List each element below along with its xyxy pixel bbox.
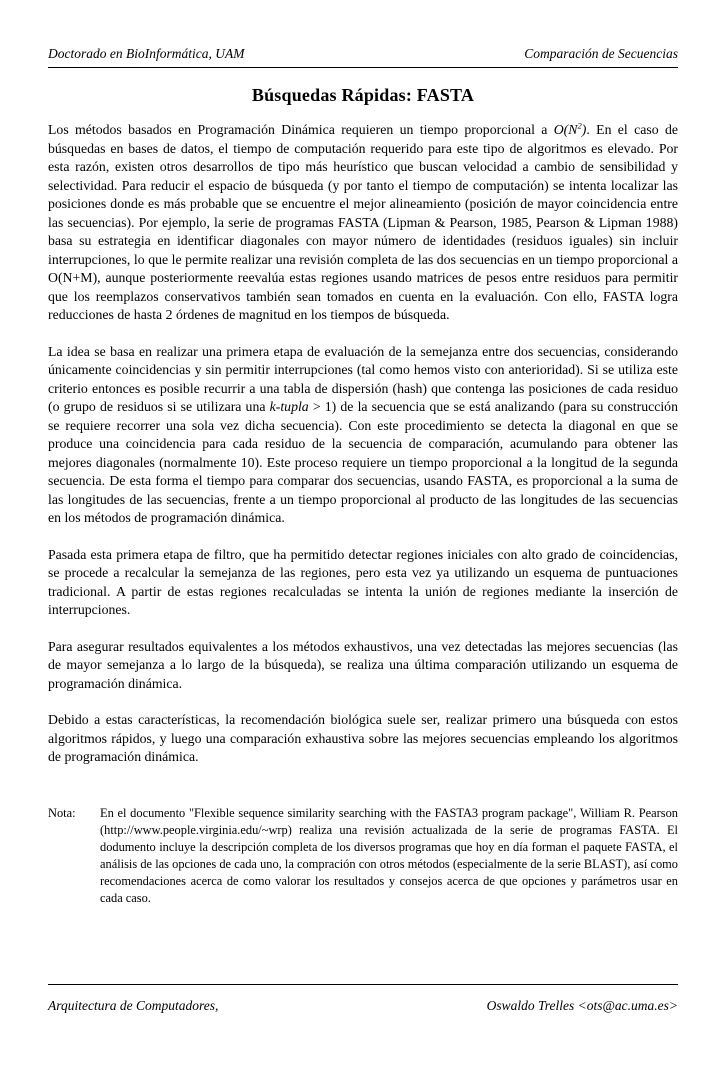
page-title: Búsquedas Rápidas: FASTA: [251, 85, 475, 105]
note-label: Nota:: [48, 805, 76, 820]
paragraph: Los métodos basados en Programación Dinámica requieren un tiempo proporcional a $O(N^2)$. En el caso de búsquedas en bases de datos, el tiempo de computación requerido para este tipo de algoritmos es elevado. Por esta razón, existen otros desarrollos de tipo más heurístico que buscan velocidad a cambio de sensibilidad y selectividad. Para reducir el espacio de búsqueda (y por tanto el tiempo de computación) se intenta localizar las posiciones donde es más probable que se encuentre el mejor alineamiento (posición de mayor coincidencia entre las secuencias). Por ejemplo, la serie de programas FASTA (Lipman & Pearson, 1985, Pearson & Lipman 1988) basa su estrategia en identificar diagonales con mayor número de identidades (residuos iguales) sin incluir interrupciones, lo que le permite realizar una revisión completa de las dos secuencias en un tiempo proporcional a O(N+M), aunque posteriormente reevalúa estas regiones usando matrices de pesos entre residuos para permitir que los reemplazos conservativos también sean tomados en cuenta en la evaluación. Con ello, FASTA logra reducciones de hasta 2 órdenes de magnitud en los tiempos de búsqueda.: [48, 120, 678, 322]
page-header: [48, 46, 678, 62]
paragraph: Pasada esta primera etapa de filtro, que ha permitido detectar regiones iniciales con alto grado de coincidencias, se procede a recalcular la semejanza de las regiones, pero esta vez ya utilizando un esquema de puntuaciones tradicional. A partir de estas regiones recalculadas se intenta la unión de regiones mediante la inserción de interrupciones.: [48, 546, 678, 617]
footer-row: [48, 998, 678, 1014]
body-paragraphs: [48, 121, 678, 767]
paragraph: Para asegurar resultados equivalentes a los métodos exhaustivos, una vez detectadas las mejores secuencias (las de mayor semejanza a lo largo de la búsqueda), se realiza una última comparación utilizando un esquema de programación dinámica.: [48, 638, 678, 691]
note-block: [48, 805, 678, 907]
paragraph: Debido a estas características, la recomendación biológica suele ser, realizar primero una búsqueda con estos algoritmos rápidos, y luego una comparación exhaustiva sobre las mejores secuencias empleando los algoritmos de programación dinámica.: [48, 712, 678, 764]
note-text: En el documento "Flexible sequence similarity searching with the FASTA3 program package", William R. Pearson (http://www.people.virginia.edu/~wrp) realiza una revisión actualizada de la serie de programas FASTA. El dodumento incluye la descripción completa de los diversos programas que hoy en día forman el paquete FASTA, el análisis de las opciones de cada uno, la compración con otros métodos (especialmente de la serie BLAST), así como recomendaciones acerca de como valorar los resultados y consejos acerca de que opciones y parámetros usar en cada caso.: [100, 805, 678, 905]
footer-rule: [48, 984, 678, 985]
header-course: Doctorado en BioInformática, UAM: [48, 46, 245, 61]
footer-department: Arquitectura de Computadores,: [48, 998, 219, 1013]
page-footer: [48, 984, 678, 1014]
paragraph: La idea se basa en realizar una primera etapa de evaluación de la semejanza entre dos secuencias, considerando únicamente coincidencias y sin permitir interrupciones (tal como hemos visto con anterioridad). Si se utiliza este criterio entonces es posible recurrir a una tabla de dispersión (hash) que contenga las posiciones de cada residuo (o grupo de residuos si se utilizara una k-tupla > 1) de la secuencia que se está analizando (para su construcción se requiere recorrer una sola vez dicha secuencia). Con este procedimiento se detecta la diagonal en que se produce una coincidencia para cada residuo de la secuencia de comparación, acumulando para obtener las mejores diagonales (normalmente 10). Este proceso requiere un tiempo proporcional a la longitud de la segunda secuencia. De esta forma el tiempo para comparar dos secuencias, usando FASTA, es proporcional a la suma de las longitudes de las secuencias, frente a un tiempo proporcional al producto de las longitudes de las secuencias en los métodos de programación dinámica.: [48, 343, 678, 525]
header-rule: [48, 67, 678, 68]
footer-author-email: Oswaldo Trelles <ots@ac.uma.es>: [486, 998, 678, 1013]
header-topic: Comparación de Secuencias: [524, 46, 678, 61]
